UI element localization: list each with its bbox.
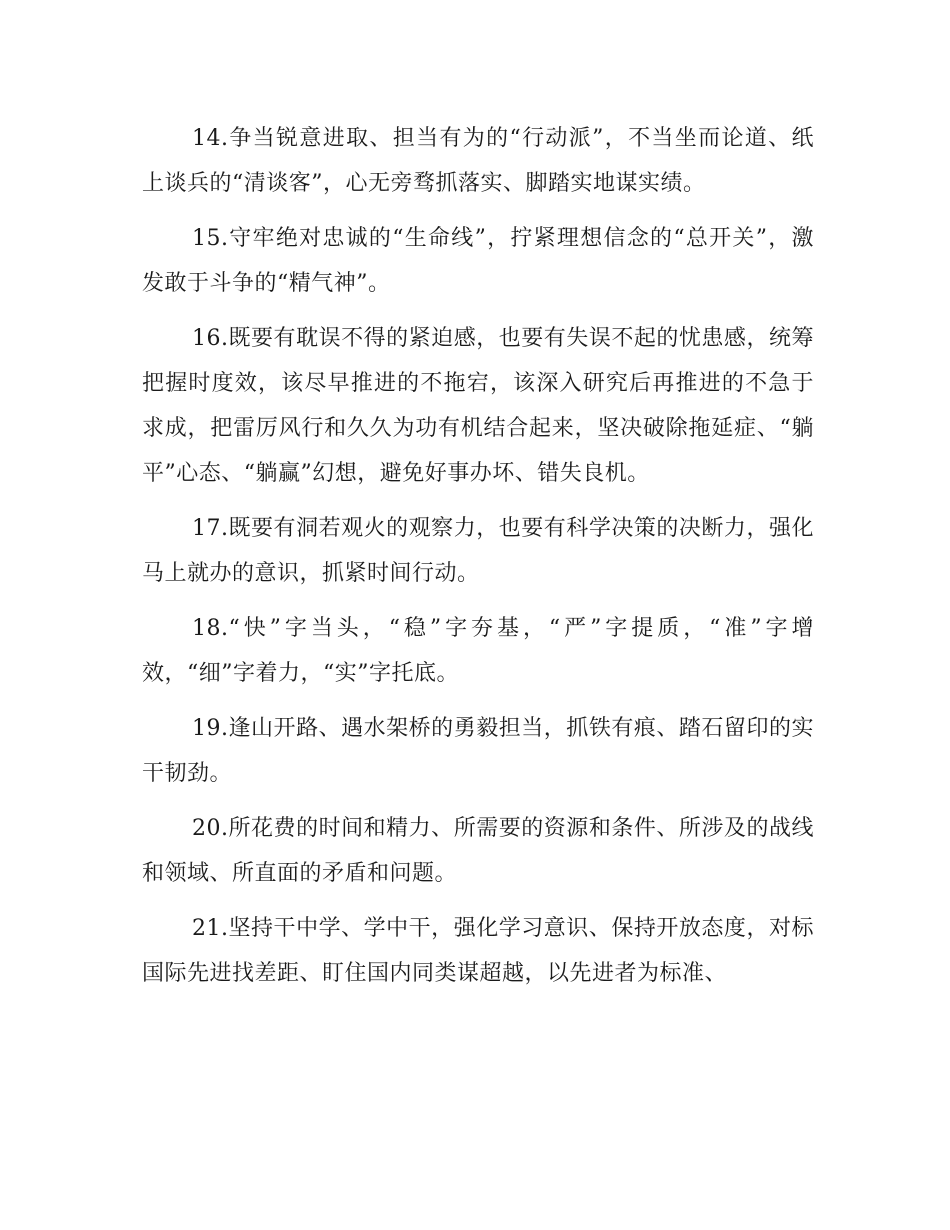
paragraph-19: 19.逢山开路、遇水架桥的勇毅担当，抓铁有痕、踏石留印的实干韧劲。	[142, 716, 814, 786]
paragraph-21: 21.坚持干中学、学中干，强化学习意识、保持开放态度，对标国际先进找差距、盯住国内同类谋超越，以先进者为标准、	[142, 916, 814, 986]
paragraph-15: 15.守牢绝对忠诚的“生命线”，拧紧理想信念的“总开关”，激发敢于斗争的“精气神”。	[142, 226, 814, 296]
paragraph-16: 16.既要有耽误不得的紧迫感，也要有失误不起的忧患感，统筹把握时度效，该尽早推进的不拖宕，该深入研究后再推进的不急于求成，把雷厉风行和久久为功有机结合起来，坚决破除拖延症、“躺平”心态、“躺赢”幻想，避免好事办坏、错失良机。	[142, 326, 814, 486]
paragraph-14: 14.争当锐意进取、担当有为的“行动派”，不当坐而论道、纸上谈兵的“清谈客”，心无旁骛抓落实、脚踏实地谋实绩。	[142, 126, 814, 196]
paragraph-18: 18.“快”字当头，“稳”字夯基，“严”字提质，“准”字增效，“细”字着力，“实”字托底。	[142, 616, 814, 686]
paragraph-17: 17.既要有洞若观火的观察力，也要有科学决策的决断力，强化马上就办的意识，抓紧时间行动。	[142, 516, 814, 586]
paragraph-20: 20.所花费的时间和精力、所需要的资源和条件、所涉及的战线和领域、所直面的矛盾和问题。	[142, 816, 814, 886]
document-body	[142, 116, 814, 1006]
